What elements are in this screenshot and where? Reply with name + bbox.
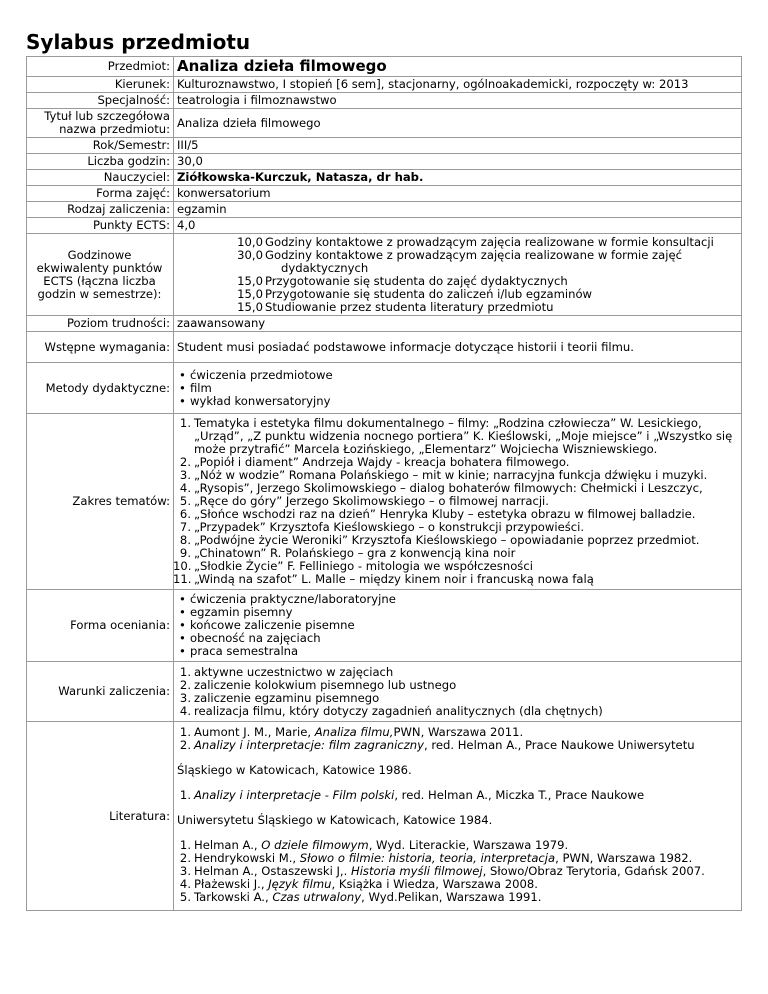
value-tytul: Analiza dzieła filmowego [174, 109, 742, 138]
label-ekwiwalenty [27, 234, 174, 316]
hours-value: 15,0 [237, 287, 263, 301]
list-item: • ćwiczenia praktyczne/laboratoryjne [177, 593, 739, 606]
label-warunki: Warunki zaliczenia: [27, 662, 174, 722]
row-tytul [27, 109, 742, 138]
list-item: Helman A., Ostaszewski J,. Historia myśli filmowej, Słowo/Obraz Terytoria, Gdańsk 2007. [194, 864, 705, 878]
value-ekwiwalenty [174, 234, 742, 316]
value-przedmiot: Analiza dzieła filmowego [174, 57, 742, 77]
label-tytul-line-1: Tytuł lub szczegółowa [44, 109, 170, 123]
literatura-list-3 [177, 839, 739, 904]
list-item: • wykład konwersatoryjny [177, 395, 739, 408]
literatura-cont-2: Uniwersytetu Śląskiego w Katowicach, Katowice 1984. [177, 813, 493, 827]
list-item: „Nóż w wodzie” Romana Polańskiego – mit w kinie; narracyjna funkcja dźwięku i muzyki. [194, 468, 708, 482]
literatura-cont-1: Śląskiego w Katowicach, Katowice 1986. [177, 763, 412, 777]
list-item: Tematyka i estetyka filmu dokumentalnego – filmy: „Rodzina człowiecza” W. Lesickiego, „Urząd”, „Z punktu widzenia nocnego portiera” K. Kieślowski, „Moje miejsce” i „Wszystko się może przytrafić” Marcela Łozińskiego, „Elementarz” Wojciecha Wiszniewskiego. [194, 416, 733, 456]
hours-value: 30,0 [237, 248, 263, 262]
row-metody [27, 363, 742, 414]
metody-list [177, 369, 739, 408]
row-godziny [27, 154, 742, 170]
label-ects: Punkty ECTS: [27, 218, 174, 234]
label-ekwiwalenty-line-3: ECTS (łączna liczba [43, 273, 156, 288]
value-warunki [174, 662, 742, 722]
list-item: • końcowe zaliczenie pisemne [177, 619, 739, 632]
label-poziom: Poziom trudności: [27, 316, 174, 332]
row-zaliczenie [27, 202, 742, 218]
value-poziom: zaawansowany [174, 316, 742, 332]
hours-text: Godziny kontaktowe z prowadzącym zajęcia realizowane w formie konsultacji [265, 235, 714, 249]
syllabus-table [26, 56, 742, 911]
list-item: „Popiół i diament” Andrzeja Wajdy - kreacja bohatera filmowego. [194, 455, 570, 469]
value-godziny: 30,0 [174, 154, 742, 170]
ocenianie-list [177, 593, 739, 658]
label-ekwiwalenty-line-2: ekwiwalenty punktów [36, 260, 163, 275]
hours-text: Przygotowanie się studenta do zajęć dydaktycznych [265, 274, 568, 288]
value-ects: 4,0 [174, 218, 742, 234]
label-zaliczenie: Rodzaj zaliczenia: [27, 202, 174, 218]
list-item: „Rysopis”, Jerzego Skolimowskiego – dialog bohaterów filmowych: Chełmicki i Leszczyc, [194, 481, 703, 495]
list-item: • ćwiczenia przedmiotowe [177, 369, 739, 382]
hours-text: Studiowanie przez studenta literatury przedmiotu [265, 300, 554, 314]
label-tytul-line-2: nazwa przedmiotu: [59, 122, 170, 136]
row-nauczyciel [27, 170, 742, 186]
list-item: „Windą na szafot” L. Malle – między kinem noir i francuską nowa falą [194, 572, 594, 586]
row-zakres [27, 414, 742, 590]
label-tytul [27, 109, 174, 138]
hours-item [177, 301, 739, 314]
label-specjalnosc: Specjalność: [27, 93, 174, 109]
list-item: Płażewski J., Język filmu, Książka i Wiedza, Warszawa 2008. [194, 877, 538, 891]
hours-value: 10,0 [237, 235, 263, 249]
row-przedmiot [27, 57, 742, 77]
list-item: • egzamin pisemny [177, 606, 739, 619]
list-item: Analizy i interpretacje: film zagraniczny, red. Helman A., Prace Naukowe Uniwersytetu [194, 738, 695, 752]
value-kierunek: Kulturoznawstwo, I stopień [6 sem], stacjonarny, ogólnoakademicki, rozpoczęty w: 2013 [174, 77, 742, 93]
value-metody [174, 363, 742, 414]
list-item: • praca semestralna [177, 645, 739, 658]
label-ekwiwalenty-line-4: godzin w semestrze): [37, 286, 162, 301]
list-item: • obecność na zajęciach [177, 632, 739, 645]
value-nauczyciel: Ziółkowska-Kurczuk, Natasza, dr hab. [174, 170, 742, 186]
hours-item [177, 249, 739, 275]
row-poziom [27, 316, 742, 332]
list-item: „Podwójne życie Weroniki” Krzysztofa Kieślowskiego – opowiadanie poprzez przedmiot. [194, 533, 700, 547]
value-ocenianie [174, 590, 742, 662]
list-item: zaliczenie kolokwium pisemnego lub ustnego [194, 677, 457, 692]
list-item: • film [177, 382, 739, 395]
list-item: Aumont J. M., Marie, Analiza filmu,PWN, Warszawa 2011. [194, 725, 524, 739]
list-item: Hendrykowski M., Słowo o filmie: historia, teoria, interpretacja, PWN, Warszawa 1982. [194, 851, 693, 865]
list-item: aktywne uczestnictwo w zajęciach [194, 664, 394, 679]
list-item: „Słońce wschodzi raz na dzień” Henryka Kluby – estetyka obrazu w filmowej balladzie. [194, 507, 696, 521]
label-przedmiot: Przedmiot: [27, 57, 174, 77]
row-specjalnosc [27, 93, 742, 109]
row-rok [27, 138, 742, 154]
warunki-list [177, 666, 739, 718]
value-rok: III/5 [174, 138, 742, 154]
list-item: Tarkowski A., Czas utrwalony, Wyd.Pelikan, Warszawa 1991. [194, 890, 542, 904]
value-forma: konwersatorium [174, 186, 742, 202]
literatura-list-1 [177, 726, 739, 752]
literatura-list-2 [177, 789, 739, 802]
label-literatura: Literatura: [27, 722, 174, 911]
label-nauczyciel: Nauczyciel: [27, 170, 174, 186]
row-forma [27, 186, 742, 202]
value-zakres [174, 414, 742, 590]
value-zaliczenie: egzamin [174, 202, 742, 218]
label-rok: Rok/Semestr: [27, 138, 174, 154]
list-item: „Chinatown” R. Polańskiego – gra z konwencją kina noir [194, 546, 516, 560]
label-forma: Forma zajęć: [27, 186, 174, 202]
label-wymagania: Wstępne wymagania: [27, 332, 174, 363]
row-ocenianie [27, 590, 742, 662]
value-specjalnosc: teatrologia i filmoznawstwo [174, 93, 742, 109]
label-ocenianie: Forma oceniania: [27, 590, 174, 662]
list-item: „Przypadek” Krzysztofa Kieślowskiego – o konstrukcji przypowieści. [194, 520, 585, 534]
list-item: realizacja filmu, który dotyczy zagadnień analitycznych (dla chętnych) [194, 703, 603, 718]
list-item: Helman A., O dziele filmowym, Wyd. Literackie, Warszawa 1979. [194, 838, 569, 852]
hours-text: Przygotowanie się studenta do zaliczeń i/lub egzaminów [265, 287, 593, 301]
list-item: „Słodkie Życie” F. Felliniego - mitologia we współczesności [194, 559, 533, 573]
label-ekwiwalenty-line-1: Godzinowe [67, 247, 132, 262]
row-ects [27, 218, 742, 234]
hours-text-cont: dydaktycznych [281, 261, 369, 275]
list-item: „Ręce do góry” Jerzego Skolimowskiego – o filmowej narracji. [194, 494, 549, 508]
zakres-list [177, 417, 739, 586]
page-title: Sylabus przedmiotu [26, 30, 251, 54]
list-item: Analizy i interpretacje - Film polski, red. Helman A., Miczka T., Prace Naukowe [194, 788, 645, 802]
hours-value: 15,0 [237, 274, 263, 288]
label-kierunek: Kierunek: [27, 77, 174, 93]
hours-text-block [265, 249, 739, 275]
hours-text: Godziny kontaktowe z prowadzącym zajęcia realizowane w formie zajęć [265, 248, 682, 262]
row-literatura [27, 722, 742, 911]
label-metody: Metody dydaktyczne: [27, 363, 174, 414]
row-kierunek [27, 77, 742, 93]
list-item: zaliczenie egzaminu pisemnego [194, 690, 380, 705]
hours-value: 15,0 [237, 300, 263, 314]
row-warunki [27, 662, 742, 722]
label-godziny: Liczba godzin: [27, 154, 174, 170]
value-literatura [174, 722, 742, 911]
value-wymagania: Student musi posiadać podstawowe informacje dotyczące historii i teorii filmu. [174, 332, 742, 363]
row-ekwiwalenty [27, 234, 742, 316]
row-wymagania [27, 332, 742, 363]
label-zakres: Zakres tematów: [27, 414, 174, 590]
